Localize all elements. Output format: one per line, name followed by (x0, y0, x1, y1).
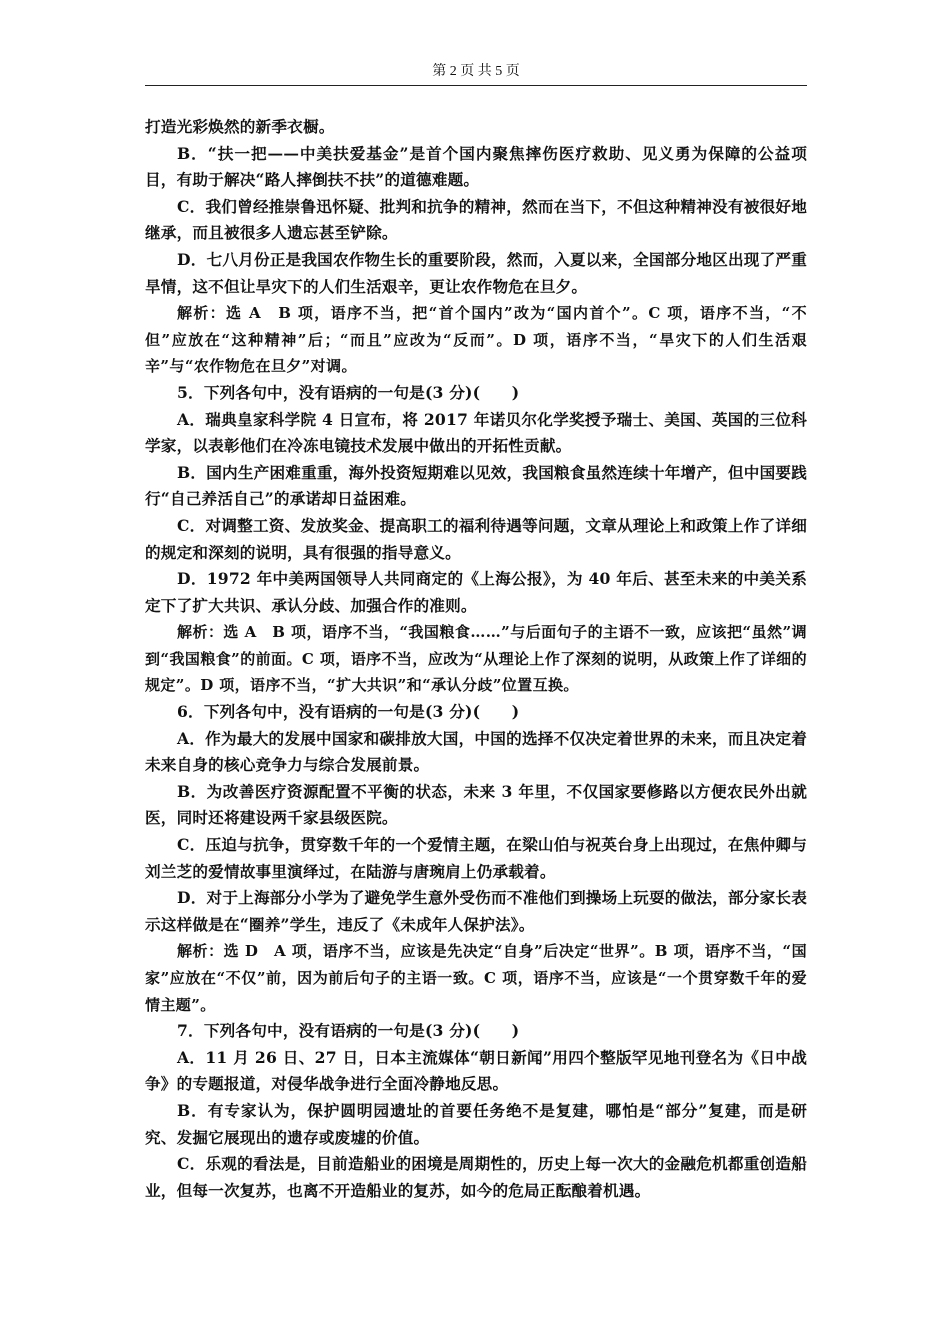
q4-option-b: B．“扶一把——中美扶爱基金”是首个国内聚焦摔伤医疗救助、见义勇为保障的公益项目，有助于解决“路人摔倒扶不扶”的道德难题。 (145, 143, 807, 190)
header-divider (145, 85, 807, 86)
q6-option-c: C．压迫与抗争，贯穿数千年的一个爱情主题，在梁山伯与祝英台身上出现过，在焦仲卿与刘兰芝的爱情故事里演绎过，在陆游与唐琬肩上仍承载着。 (145, 835, 807, 881)
q7-stem: 7．下列各句中，没有语病的一句是(3 分)( ) (177, 1021, 520, 1041)
q4-option-d: D．七八月份正是我国农作物生长的重要阶段，然而，入夏以来，全国部分地区出现了严重旱情，这不但让旱灾下的人们生活艰辛，更让农作物危在旦夕。 (145, 249, 807, 296)
page-number-header: 第 2 页 共 5 页 (432, 64, 520, 79)
q5-stem: 5．下列各句中，没有语病的一句是(3 分)( ) (177, 382, 520, 402)
q5-option-a: A．瑞典皇家科学院 4 日宣布，将 2017 年诺贝尔化学奖授予瑞士、美国、英国的三位科学家，以表彰他们在冷冻电镜技术发展中做出的开拓性贡献。 (145, 409, 807, 456)
q4-option-c: C．我们曾经推崇鲁迅怀疑、批判和抗争的精神，然而在当下，不但这种精神没有被很好地继承，而且被很多人遗忘甚至铲除。 (145, 196, 807, 243)
document-body (145, 114, 807, 1204)
q4-analysis: 解析：选 A B 项，语序不当，把“首个国内”改为“国内首个”。C 项，语序不当，“不但”应放在“这种精神”后；“而且”应改为“反而”。D 项，语序不当，“旱灾下的人们生活艰辛”与“农作物危在旦夕”对调。 (145, 304, 807, 376)
q5-option-d: D．1972 年中美两国领导人共同商定的《上海公报》，为 40 年后、甚至未来的中美关系定下了扩大共识、承认分歧、加强合作的准则。 (145, 569, 807, 615)
q7-option-b: B．有专家认为，保护圆明园遗址的首要任务绝不是复建，哪怕是“部分”复建，而是研究、发掘它展现出的遗存或废墟的价值。 (145, 1100, 807, 1147)
q6-analysis: 解析：选 D A 项，语序不当，应该是先决定“自身”后决定“世界”。B 项，语序不当，“国家”应放在“不仅”前，因为前后句子的主语一致。C 项，语序不当，应该是“一个贯穿数千年的爱情主题”。 (145, 942, 807, 1014)
paragraph-continuation: 打造光彩焕然的新季衣橱。 (145, 117, 335, 136)
q6-stem: 6．下列各句中，没有语病的一句是(3 分)( ) (177, 702, 520, 722)
q5-option-c: C．对调整工资、发放奖金、提高职工的福利待遇等问题，文章从理论上和政策上作了详细的规定和深刻的说明，具有很强的指导意义。 (145, 515, 807, 562)
q6-option-a: A．作为最大的发展中国家和碳排放大国，中国的选择不仅决定着世界的未来，而且决定着未来自身的核心竞争力与综合发展前景。 (145, 728, 807, 775)
q5-option-b: B．国内生产困难重重，海外投资短期难以见效，我国粮食虽然连续十年增产，但中国要践行“自己养活自己”的承诺却日益困难。 (145, 462, 807, 509)
q7-option-c: C．乐观的看法是，目前造船业的困境是周期性的，历史上每一次大的金融危机都重创造船业，但每一次复苏，也离不开造船业的复苏，如今的危局正酝酿着机遇。 (145, 1154, 807, 1200)
q7-option-a: A．11 月 26 日、27 日，日本主流媒体“朝日新闻”用四个整版罕见地刊登名为《日中战争》的专题报道，对侵华战争进行全面冷静地反思。 (145, 1047, 807, 1094)
q5-analysis: 解析：选 A B 项，语序不当，“我国粮食……”与后面句子的主语不一致，应该把“虽然”调到“我国粮食”的前面。C 项，语序不当，应改为“从理论上作了深刻的说明，从政策上作了详细的规定”。D 项，语序不当，“扩大共识”和“承认分歧”位置互换。 (145, 623, 807, 695)
q6-option-b: B．为改善医疗资源配置不平衡的状态，未来 3 年里，不仅国家要修路以方便农民外出就医，同时还将建设两千家县级医院。 (145, 781, 807, 828)
q6-option-d: D．对于上海部分小学为了避免学生意外受伤而不准他们到操场上玩耍的做法，部分家长表示这样做是在“圈养”学生，违反了《未成年人保护法》。 (145, 888, 807, 934)
